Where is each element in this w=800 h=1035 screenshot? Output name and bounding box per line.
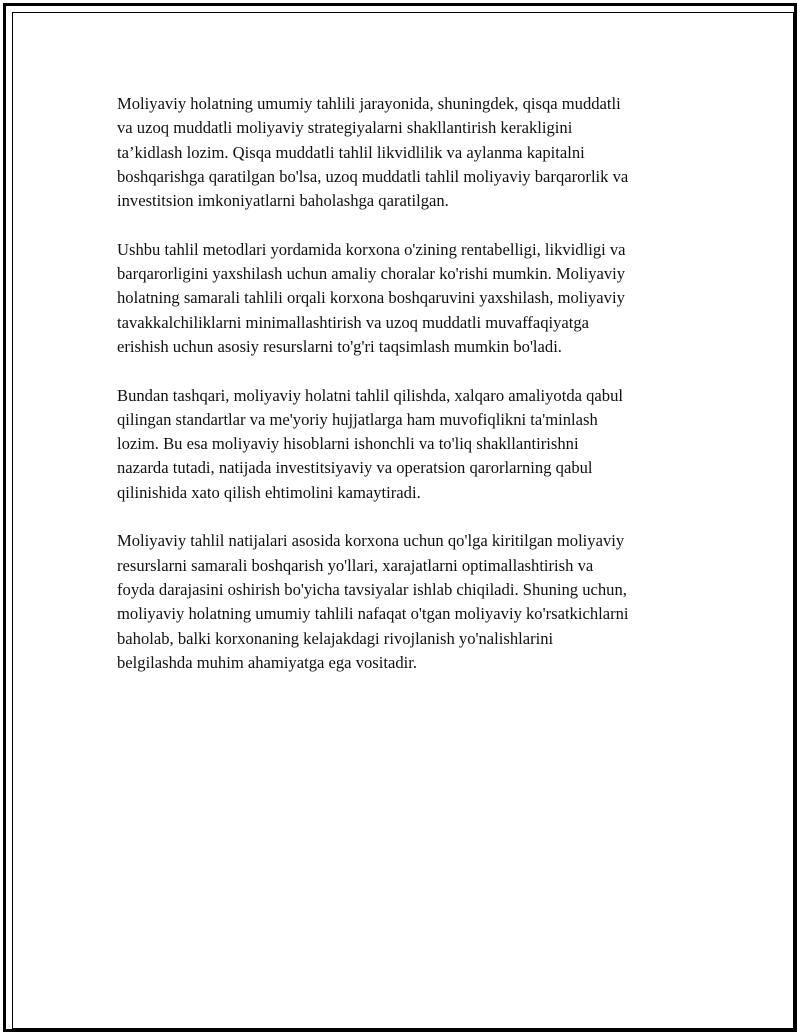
text-line: baholab, balki korxonaning kelajakdagi rivojlanish yo'nalishlarini — [117, 628, 554, 648]
text-line: foyda darajasini oshirish bo'yicha tavsiyalar ishlab chiqiladi. Shuning uchun, — [117, 579, 627, 599]
text-line: belgilashda muhim ahamiyatga ega vositadir. — [117, 652, 417, 672]
text-line: nazarda tutadi, natijada investitsiyaviy va operatsion qarorlarning qabul — [117, 458, 593, 478]
paragraph-2 — [117, 238, 702, 359]
document-body — [117, 92, 702, 699]
text-line: boshqarishga qaratilgan bo'lsa, uzoq muddatli tahlil moliyaviy barqarorlik va — [117, 166, 629, 186]
text-line: tavakkalchiliklarni minimallashtirish va uzoq muddatli muvaffaqiyatga — [117, 312, 590, 332]
text-line: resurslarni samarali boshqarish yo'llari, xarajatlarni optimallashtirish va — [117, 555, 594, 575]
text-line: erishish uchun asosiy resurslarni to'g'ri taqsimlash mumkin bo'ladi. — [117, 336, 562, 356]
text-line: moliyaviy holatning umumiy tahlili nafaqat o'tgan moliyaviy ko'rsatkichlarni — [117, 604, 629, 624]
text-line: lozim. Bu esa moliyaviy hisoblarni ishonchli va to'liq shakllantirishni — [117, 434, 579, 454]
text-line: holatning samarali tahlili orqali korxona boshqaruvini yaxshilash, moliyaviy — [117, 288, 625, 308]
paragraph-3 — [117, 384, 702, 505]
text-line: Moliyaviy tahlil natijalari asosida korxona uchun qo'lga kiritilgan moliyaviy — [117, 531, 625, 551]
text-line: investitsion imkoniyatlarni baholashga qaratilgan. — [117, 191, 449, 211]
text-line: Moliyaviy holatning umumiy tahlili jarayonida, shuningdek, qisqa muddatli — [117, 94, 621, 113]
paragraph-1 — [117, 92, 702, 213]
text-line: va uzoq muddatli moliyaviy strategiyalarni shakllantirish kerakligini — [117, 118, 573, 138]
text-line: ta’kidlash lozim. Qisqa muddatli tahlil likvidlilik va aylanma kapitalni — [117, 142, 585, 162]
paragraph-4 — [117, 529, 702, 675]
text-line: barqarorligini yaxshilash uchun amaliy choralar ko'rishi mumkin. Moliyaviy — [117, 264, 626, 284]
text-line: qilinishida xato qilish ehtimolini kamaytiradi. — [117, 482, 421, 502]
text-line: Bundan tashqari, moliyaviy holatni tahlil qilishda, xalqaro amaliyotda qabul — [117, 385, 624, 405]
text-line: qilingan standartlar va me'yoriy hujjatlarga ham muvofiqlikni ta'minlash — [117, 409, 598, 429]
text-line: Ushbu tahlil metodlari yordamida korxona o'zining rentabelligi, likvidligi va — [117, 239, 626, 259]
